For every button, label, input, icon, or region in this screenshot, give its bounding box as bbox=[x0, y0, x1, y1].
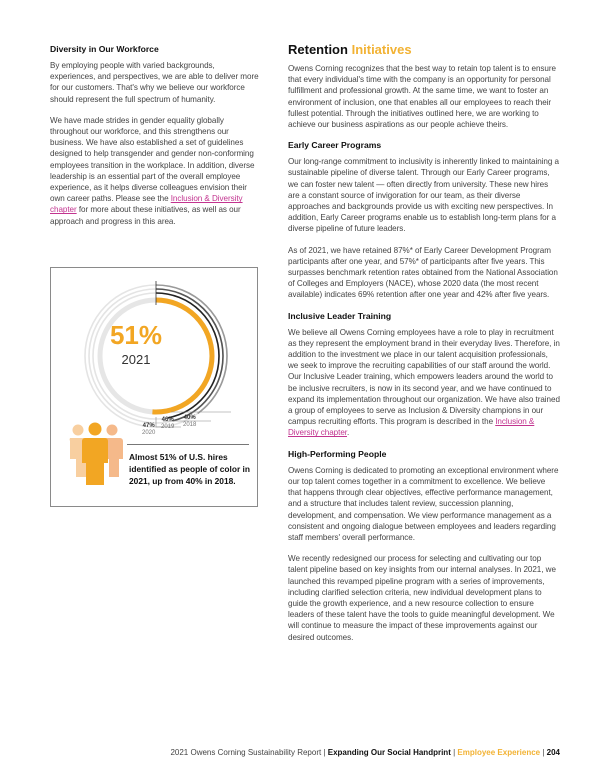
label-2018: 40% 2018 bbox=[183, 415, 197, 428]
early-career-paragraph-1: Our long-range commitment to inclusivity is inherently linked to maintaining a sustainable pipeline of diverse talent. Through our Early Career programs, we can foster new talent — often directly from university. These new hires are a constant source of invigoration for our team, as their diverse approaches and backgrounds provide us with exciting new perspectives. In addition, Early Career programs enable us to establish long-term plans for a diverse pipeline of future leaders. bbox=[288, 157, 559, 234]
inclusive-leader-paragraph: We believe all Owens Corning employees have a role to play in recruitment as they represent the employment brand in their everyday lives. Therefore, in addition to the investment we place in our talent acquisition professionals, we seek to improve the recruiting capabilities of our staff around the world. Our Inclusive Leader training, which empowers leaders around the world to be inclusive recruiters, is now in its second year, and we have continued to expand its implementation throughout our organization. We have also trained a group of employees to serve as Inclusion & Diversity champions in our campus recruiting efforts. This program is described in the Inclusion & Diversity chapter. bbox=[288, 327, 560, 438]
right-column bbox=[288, 44, 560, 653]
stat-divider bbox=[127, 444, 249, 445]
left-column bbox=[50, 44, 262, 237]
early-career-heading: Early Career Programs bbox=[288, 140, 382, 151]
inclusion-diversity-link[interactable]: Inclusion & Diversity chapter bbox=[50, 194, 243, 215]
stat-big-year: 2021 bbox=[121, 352, 151, 367]
people-icon bbox=[65, 420, 125, 486]
diversity-paragraph-1: By employing people with varied backgrounds, experiences, and perspectives, we are able to deliver more for our customers. That's why we believe our workforce should represent the full spectrum of humanity. bbox=[50, 61, 259, 104]
hires-stat-box bbox=[50, 267, 258, 507]
page-number: 204 bbox=[546, 748, 560, 757]
inclusion-diversity-link-2[interactable]: Inclusion & Diversity chapter bbox=[288, 417, 535, 438]
high-performing-heading: High-Performing People bbox=[288, 448, 387, 459]
diversity-heading: Diversity in Our Workforce bbox=[50, 44, 159, 54]
diversity-paragraph-2: We have made strides in gender equality globally throughout our workforce, and this strengthens our business. We have also established a set of guidelines designed to help transgender and gender non-conforming employees transition in the workplace. In addition, diverse leadership is an essential part of the overall employee experience, as it helps diverse colleagues envision their own career paths. Please see the Inclusion & Diversity chapter for more about these initiatives, as well as our approach and progress in this area. bbox=[50, 115, 255, 226]
footer-report: 2021 Owens Corning Sustainability Report bbox=[170, 748, 322, 757]
stat-caption: Almost 51% of U.S. hires identified as people of color in 2021, up from 40% in 2018. bbox=[129, 452, 250, 486]
label-2020: 47% 2020 bbox=[142, 423, 156, 436]
retention-title: Retention Initiatives bbox=[288, 42, 412, 57]
high-performing-paragraph-1: Owens Corning is dedicated to promoting an exceptional environment where our top talent comes together in a commitment to excellence. We believe that happens through clear objectives, effective performance management, and a structure that includes talent review, succession planning, development, and compensation. We view performance management as a consistent and ongoing dialogue between employees and leaders regarding staff members' overall performance. bbox=[288, 465, 559, 542]
early-career-paragraph-2: As of 2021, we have retained 87%* of Early Career Development Program participants after one year, and 57%* of participants after five years. This surpasses benchmark retention rates obtained from the National Association of Colleges and Employers (NACE), whose 2020 data (the most recent available) indicates 69% retention after one year and 42% after five years. bbox=[288, 245, 558, 300]
retention-intro: Owens Corning recognizes that the best way to retain top talent is to ensure that every individual's time with the company is an opportunity for personal fulfillment and professional growth. At the same time, we want to foster an environment of inclusion, one that enables all our employees to reach their fullest potential. Through the initiatives outlined here, we are working to achieve our business aspirations as our people achieve theirs. bbox=[288, 64, 556, 130]
footer-subsection[interactable]: Employee Experience bbox=[457, 748, 541, 757]
inclusive-leader-heading: Inclusive Leader Training bbox=[288, 310, 392, 321]
label-2019: 46% 2019 bbox=[161, 417, 175, 430]
high-performing-paragraph-2: We recently redesigned our process for selecting and cultivating our top talent pipeline based on key insights from our internal analyses. In 2021, we launched this revamped pipeline program with a series of improvements, including clarified selection criteria, new individual development plans to guide the growth experience, and a new resource collection to ensure leaders of these talent have the tools to guide meaningful development. We will continue to measure the impact of these improvements against our desired outcomes. bbox=[288, 554, 556, 642]
stat-big-value: 51% bbox=[109, 320, 163, 350]
footer-section[interactable]: Expanding Our Social Handprint bbox=[327, 748, 451, 757]
page-footer: 2021 Owens Corning Sustainability Report | Expanding Our Social Handprint | Employee Experience | 204 bbox=[170, 748, 560, 757]
